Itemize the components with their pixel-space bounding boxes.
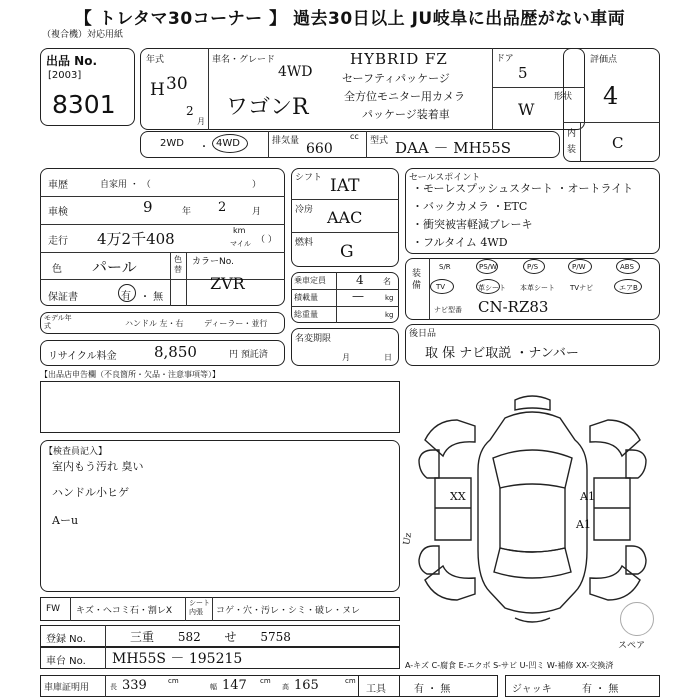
legend: A-キズ C-腐食 E-エクボ S-サビ U-凹ミ W-補修 XX-交換済 [405,661,614,670]
equip-sr: S/R [439,263,451,271]
load-unit: kg [385,294,394,302]
interior-value: C [612,134,624,152]
mileage-unit-km: km [233,226,246,235]
mileage-paren: （ ） [256,235,277,245]
shape-label: 形状 [554,92,573,102]
color-code: ZVR [210,274,245,293]
sales-point-2: ・バックカメラ ・ETC [412,200,528,213]
registration-value: 三重 582 せ 5758 [130,630,291,644]
car-grade-4: パッケージ装着車 [362,108,450,121]
history-close: ） [252,180,262,190]
year-era: H [150,80,165,100]
name-change-unit: 月 [342,353,350,362]
mark-right-bottom: A1 [576,518,591,531]
inspection-month-unit: 月 [252,207,262,217]
cert-label: 車庫証明用 [44,683,90,693]
model-value: DAA － MH55S [395,139,512,157]
car-label: 車名・グレード [212,55,276,65]
color-change-label: 色替 [174,255,182,274]
drive-2wd: 2WD [160,138,184,149]
lot-number: 8301 [52,90,116,119]
inspector-label: 【検査員記入】 [44,447,108,457]
navi-value: CN-RZ83 [478,298,549,316]
displacement-unit: cc [350,132,359,141]
interior-label-1: 内 [567,129,577,139]
inspector-line-1: 室内もう汚れ 臭い [52,460,144,473]
sales-point-1: ・モーレスプッシュスタート ・オートライト [412,182,634,195]
cert-width: 147 [222,678,247,693]
form-note: （複合機）対応用紙 [42,30,124,40]
mileage-label: 走行 [48,236,68,247]
equip-psw: PS/W [479,263,497,271]
fuel-label: 燃料 [295,238,314,248]
chassis-label: 車台 No. [46,656,86,667]
model-year-dealer: ディーラー・並行 [204,319,268,328]
color-code-label: カラーNo. [192,257,234,267]
model-year-handle: ハンドル 左・右 [125,319,184,328]
displacement-label: 排気量 [272,136,300,146]
shift-label: シフト [295,173,323,183]
seller-notes-label: 【出品店申告欄（不良箇所・欠品・注意事項等）】 [40,370,220,379]
seller-notes-box [40,381,400,433]
inspection-year: 9 [143,198,153,216]
drive-4wd: 4WD [216,138,240,149]
load-label: 積載量 [294,293,318,302]
equip-real-leather: 本革シート [520,284,555,292]
recycle-value: 8,850 [154,343,197,361]
cert-dim-length: 長 [110,683,117,691]
capacity-label: 乗車定員 [294,276,326,285]
mileage-unit-mile: マイル [230,240,251,248]
capacity-value: 4 [356,273,364,287]
cert-dim-height: 高 [282,683,289,691]
equip-tv-navi: TVナビ [570,284,594,292]
recycle-unit: 円 預託済 [229,350,268,360]
mileage-value: 4万2千408 [97,230,175,248]
model-label: 型式 [370,136,389,146]
weight-label: 総重量 [294,310,318,319]
lot-label: 出品 No. [46,54,98,68]
door-label: ドア [496,54,514,64]
sales-point-3: ・衝突被害軽減ブレーキ [412,218,533,231]
equip-ps: P/S [527,263,539,271]
spare-label: スペア [618,641,646,651]
equip-leather: 革シート [478,284,506,292]
chassis-value: MH55S － 195215 [112,651,243,667]
page-title: 【 トレタマ30コーナー 】 過去30日以上 JU岐阜に出品歴がない車両 [74,9,626,29]
shape-value: W [518,100,535,119]
inspection-year-unit: 年 [182,207,192,217]
color-label: 色 [52,264,62,275]
warranty-label: 保証書 [48,292,78,303]
seat-label: シート内張 [189,599,210,616]
warranty-options: ・ 無 [140,292,164,303]
car-damage-diagram [405,380,660,625]
drive-dot: ・ [199,142,209,153]
equip-abs: ABS [620,263,634,271]
equip-pw: P/W [572,263,586,271]
lot-year-tag: [2003] [48,70,82,81]
load-value: — [352,289,364,303]
fw-text: キズ・ヘコミ石・割レX [76,606,172,616]
recycle-label: リサイクル料金 [48,351,117,362]
capacity-unit: 名 [383,277,391,286]
car-grade-1: HYBRID FZ [350,50,448,68]
navi-label: ナビ型番 [434,306,462,314]
mark-right-top: A1 [580,490,595,503]
car-name: ワゴンR [226,95,309,120]
fw-label: FW [46,604,61,614]
equip-tv: TV [436,283,446,291]
year-month-num: 2 [186,104,194,118]
attachment-label: 後日品 [409,329,437,339]
cert-length: 339 [122,678,147,693]
weight-unit: kg [385,311,394,319]
equip-airbag: エアB [619,284,638,292]
jack-label: ジャッキ [512,684,552,695]
shift-value: IAT [330,176,360,196]
name-change-unit-2: 日 [384,353,392,362]
spare-tire-icon [620,602,654,636]
ac-value: AAC [327,208,363,227]
cert-dim-width: 幅 [210,683,217,691]
year-value: 30 [166,74,188,94]
jack-value: 有 ・ 無 [582,684,619,695]
cert-height: 165 [294,678,319,693]
inspection-month: 2 [218,200,227,215]
name-change-label: 名変期限 [295,334,332,344]
tools-value: 有 ・ 無 [414,684,451,695]
ac-label: 冷房 [295,205,314,215]
tools-label: 工具 [366,684,386,695]
sales-points-label: セールスポイント [409,173,481,183]
mark-side: Uz [402,532,415,546]
cert-unit-3: cm [345,677,356,685]
seat-text: コゲ・穴・汚レ・シミ・破レ・ヌレ [216,606,361,616]
model-year-label: モデル年式 [44,314,72,330]
warranty-value: 有 [121,291,131,302]
registration-label: 登録 No. [46,634,86,645]
inspector-line-2: ハンドル小ヒゲ [52,486,129,499]
sales-point-4: ・フルタイム 4WD [412,236,508,249]
inspection-label: 車検 [48,207,68,218]
attachment-value: 取 保 ナビ取説 ・ナンバー [425,346,579,361]
score-label: 評価点 [590,55,618,65]
score-value: 4 [603,82,619,110]
history-label: 車歴 [48,180,68,191]
displacement-value: 660 [306,141,333,157]
color-value: パール [92,258,137,276]
car-grade-2: セーフティパッケージ [342,72,450,85]
history-options: 自家用 ・ （ [100,180,151,190]
inspector-line-3: Aーu [52,514,79,527]
interior-label-2: 装 [567,145,577,155]
door-value: 5 [518,64,528,82]
equipment-label: 装備 [412,269,422,291]
cert-unit-2: cm [260,677,271,685]
year-month-unit: 月 [197,117,205,126]
fuel-value: G [340,242,354,262]
car-drive-hand: 4WD [278,64,313,80]
mark-left: XX [450,490,466,503]
year-label: 年式 [146,55,165,65]
car-grade-3: 全方位モニター用カメラ [344,90,465,103]
cert-unit-1: cm [168,677,179,685]
